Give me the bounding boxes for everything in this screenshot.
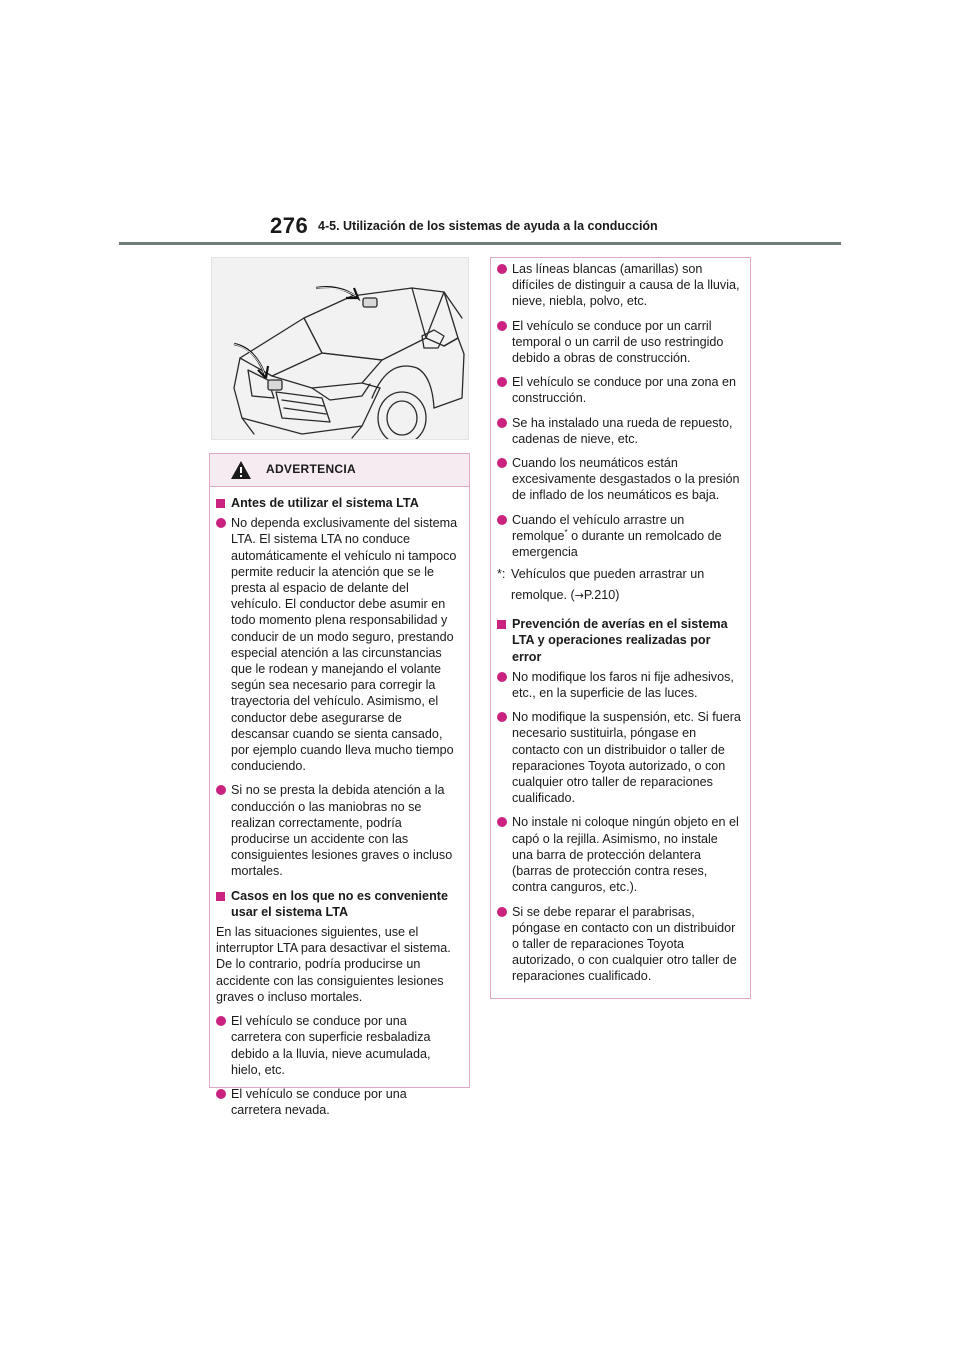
footnote: *: Vehículos que pueden arrastrar un remolque. (→P.210) (497, 564, 741, 606)
list-item: No instale ni coloque ningún objeto en el capó o la rejilla. Asimismo, no instale una barra de protección delantera (barras de protección contra reses, contra canguros, etc.). (497, 814, 741, 895)
circle-bullet-icon (216, 1016, 226, 1026)
warning-box-left (209, 453, 470, 1118)
circle-bullet-icon (497, 515, 507, 525)
warning-triangle-icon (230, 460, 252, 480)
section-heading: Antes de utilizar el sistema LTA (216, 495, 460, 511)
circle-bullet-icon (497, 418, 507, 428)
list-item: Cuando el vehículo arrastre un remolque* o durante un remolcado de emergencia (497, 512, 741, 561)
list-item: El vehículo se conduce por una carretera nevada. (216, 1086, 460, 1118)
vehicle-illustration (211, 257, 469, 440)
circle-bullet-icon (497, 907, 507, 917)
list-item: El vehículo se conduce por un carril temporal o un carril de uso restringido debido a obras de construcción. (497, 318, 741, 367)
circle-bullet-icon (216, 1089, 226, 1099)
circle-bullet-icon (497, 321, 507, 331)
square-bullet-icon (497, 620, 506, 629)
list-item: Se ha instalado una rueda de repuesto, cadenas de nieve, etc. (497, 415, 741, 447)
page-reference-link[interactable]: P.210) (583, 588, 620, 603)
circle-bullet-icon (497, 672, 507, 682)
circle-bullet-icon (216, 518, 226, 528)
warning-title: ADVERTENCIA (266, 462, 356, 476)
arrow-right-icon: → (574, 589, 584, 603)
warning-box-right (490, 257, 751, 999)
section-title: 4-5. Utilización de los sistemas de ayuda a la conducción (318, 219, 658, 233)
suv-line-drawing (212, 258, 468, 439)
circle-bullet-icon (497, 377, 507, 387)
header-divider (119, 242, 841, 245)
list-item: Cuando los neumáticos están excesivamente desgastados o la presión de inflado de los neumáticos es baja. (497, 455, 741, 504)
section-heading: Casos en los que no es conveniente usar el sistema LTA (216, 888, 460, 920)
square-bullet-icon (216, 499, 225, 508)
list-item: Las líneas blancas (amarillas) son difíciles de distinguir a causa de la lluvia, nieve, niebla, polvo, etc. (497, 261, 741, 310)
circle-bullet-icon (497, 712, 507, 722)
list-item: No modifique los faros ni fije adhesivos, etc., en la superficie de las luces. (497, 669, 741, 701)
square-bullet-icon (216, 892, 225, 901)
list-item: Si no se presta la debida atención a la conducción o las maniobras no se realizan correctamente, podría producirse un accidente con las consiguientes lesiones graves o incluso mortales. (216, 782, 460, 879)
footnote-mark: *: (497, 567, 506, 582)
list-item: No modifique la suspensión, etc. Si fuera necesario sustituirla, póngase en contacto con un distribuidor o taller de reparaciones Toyota autorizado, o con cualquier otro taller de reparaciones cualificado. (497, 709, 741, 806)
circle-bullet-icon (497, 264, 507, 274)
list-item: No dependa exclusivamente del sistema LTA. El sistema LTA no conduce automáticamente el vehículo ni tampoco permite reducir la atención que se le presta al espacio de delante del vehículo. El conductor debe asumir en todo momento plena responsabilidad y conducir de un modo seguro, prestando especial atención a las circunstancias que le rodean y manejando el volante según sea necesario para corregir la trayectoria del vehículo. Asimismo, el conductor debe asegurarse de descansar cuando se sienta cansado, por ejemplo cuando lleva mucho tiempo conduciendo. (216, 515, 460, 774)
warning-header (210, 454, 469, 487)
list-item: El vehículo se conduce por una zona en construcción. (497, 374, 741, 406)
list-item: El vehículo se conduce por una carretera con superficie resbaladiza debido a la lluvia, nieve acumulada, hielo, etc. (216, 1013, 460, 1078)
circle-bullet-icon (497, 458, 507, 468)
circle-bullet-icon (497, 817, 507, 827)
section-heading: Prevención de averías en el sistema LTA y operaciones realizadas por error (497, 616, 741, 665)
footnote-marker: * (564, 527, 568, 537)
page-number: 276 (270, 213, 309, 238)
list-item: Si se debe reparar el parabrisas, póngase en contacto con un distribuidor o taller de reparaciones Toyota autorizado, o con cualquier otro taller de reparaciones cualificado. (497, 904, 741, 985)
circle-bullet-icon (216, 785, 226, 795)
section-intro: En las situaciones siguientes, use el interruptor LTA para desactivar el sistema. De lo contrario, podría producirse un accidente con las consiguientes lesiones graves o incluso mortales. (216, 925, 451, 1004)
